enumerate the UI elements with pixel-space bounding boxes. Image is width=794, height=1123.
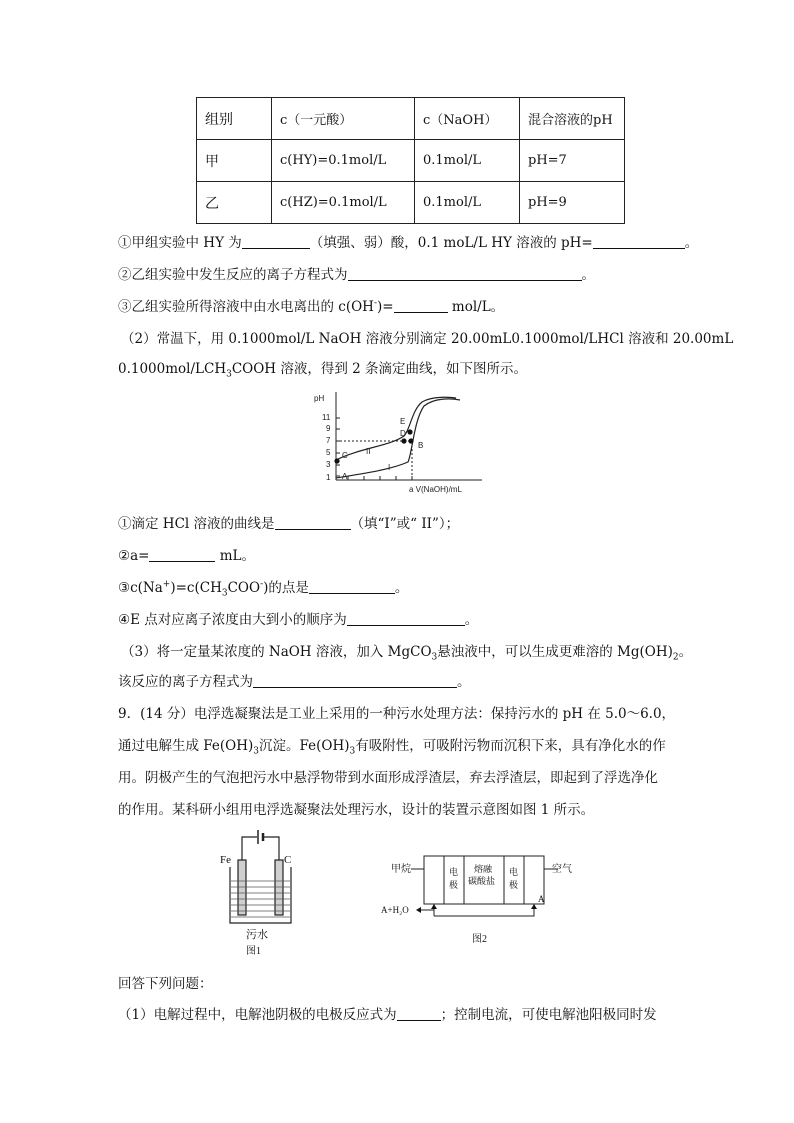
molten-label: 熔融 [474,864,493,874]
answer-intro: 回答下列问题： [118,976,213,992]
q2-line-2 [118,357,527,380]
q9-line-4: 的作用。某科研小组用电浮选凝聚法处理污水，设计的装置示意图如图 1 所示。 [118,802,595,818]
figure-1-caption: 图1 [246,946,261,957]
text: ②乙组实验中发生反应的离子方程式为 [118,267,348,283]
carbonate-label: 碳酸盐 [468,876,496,886]
y-tick: 9 [326,424,331,433]
text: 。 [394,580,409,596]
point-b [408,438,413,443]
q9-line-2 [118,734,666,757]
text: ①甲组实验中 HY 为 [118,235,242,251]
table-cell: 0.1mol/L [415,182,520,224]
q1-line-2 [118,263,595,283]
q2-answer-3 [118,576,408,599]
recycle-line [434,904,534,916]
text: COOH 溶液，得到 2 条滴定曲线，如下图所示。 [231,361,528,377]
curve-label-ii: II [366,447,371,456]
y-tick: 1 [326,473,331,482]
table-cell: 0.1mol/L [415,140,520,182]
q3-line-1 [121,640,692,663]
wire-left [242,837,257,860]
subscript: 3 [221,588,228,599]
text: 0.1000mol/LCH [118,361,227,377]
table-cell: c(HZ)=0.1mol/L [272,182,415,224]
text: 。 [684,235,699,251]
titration-chart [300,388,490,498]
text: ④E 点对应离子浓度由大到小的顺序为 [118,612,347,628]
table-row [197,140,625,182]
q3-line-2 [118,670,471,690]
text: 。 [464,612,479,628]
text: )=c(CH [170,580,222,596]
text: 沉淀。Fe(OH) [259,738,350,754]
text: COO [227,580,261,596]
fe-label: Fe [220,854,231,866]
answer-blank[interactable] [309,579,395,594]
text: 。 [581,267,595,283]
text: （填“I”或“ II”）； [350,516,460,532]
point-c [334,458,339,463]
subscript: 2 [672,652,679,663]
subscript: 3 [253,746,260,757]
c-electrode [275,860,283,915]
text: （1）电解过程中，电解池阴极的电极反应式为 [118,1007,397,1023]
figure-2-caption: 图2 [472,934,487,945]
subscript: 3 [349,746,356,757]
answer-blank[interactable] [242,234,310,249]
answer-blank[interactable] [593,234,685,249]
electrode-label-right: 极 [509,880,519,890]
figure-1-electrolysis [213,825,303,960]
answer-blank[interactable] [253,673,457,688]
q1-line-1 [118,231,698,251]
curve-i [336,399,460,478]
superscript: + [162,579,171,590]
methane-label: 甲烷 [391,864,411,875]
answer-blank[interactable] [397,1006,441,1021]
y-tick: 7 [326,436,331,445]
q2-answer-4 [118,608,478,628]
table-header-row [197,98,625,140]
c-label: C [284,854,292,866]
text: 该反应的离子方程式为 [118,674,253,690]
a-label: A [538,894,545,904]
text: ②a= [118,548,150,564]
table-cell: 乙 [197,182,272,224]
q9-sub-1 [118,1003,657,1023]
curve-ii [336,397,456,460]
q2-line-1: （2）常温下，用 0.1000mol/L NaOH 溶液分别滴定 20.00mL0.1000mol/LHCl 溶液和 20.00mL [121,331,734,347]
text: 通过电解生成 Fe(OH) [118,738,254,754]
x-axis-label: a V(NaOH)/mL [409,485,462,494]
point-label-b: B [418,441,424,450]
table-header-cell: c（NaOH） [415,98,520,140]
answer-blank[interactable] [275,515,351,530]
y-tick: 5 [326,448,331,457]
table-header-cell: 组别 [197,98,272,140]
text: ③c(Na [118,580,163,596]
table-cell: pH=9 [520,182,625,224]
text: mL。 [215,548,256,564]
subscript: 3 [431,652,438,663]
text: 悬浊液中，可以生成更难溶的 Mg(OH) [437,644,673,660]
point-label-a: A [342,472,348,481]
q9-line-1: 9．(14 分）电浮选凝聚法是工业上采用的一种污水处理方法：保持污水的 pH 在 5.0～6.0， [118,706,676,722]
y-axis-label: pH [314,394,325,403]
table-cell: 甲 [197,140,272,182]
answer-blank[interactable] [348,266,582,281]
y-tick: 11 [322,413,331,422]
superscript: - [373,298,378,309]
electrode-label-left: 电 [449,867,459,877]
air-label: 空气 [552,864,572,875]
answer-blank[interactable] [347,611,465,626]
table-header-cell: c（一元酸） [272,98,415,140]
point-label-d: D [400,429,406,438]
table-row [197,182,625,224]
text: 有吸附性，可吸附污物而沉积下来，具有净化水的作 [355,738,666,754]
point-e [407,429,412,434]
point-d [401,438,406,443]
y-tick: 3 [326,460,331,469]
q1-line-3 [118,295,504,315]
table-cell: pH=7 [520,140,625,182]
sewage-label: 污水 [246,929,268,941]
answer-blank[interactable] [394,298,448,313]
subscript: 3 [226,369,232,380]
electrode-label-right: 电 [509,867,519,877]
point-label-c: C [342,451,348,460]
experiment-table [196,97,625,224]
text: ①滴定 HCl 溶液的曲线是 [118,516,275,532]
text: 。 [678,644,693,660]
text: )= [377,299,394,315]
curve-label-i: I [388,463,391,472]
q9-line-3: 用。阴极产生的气泡把污水中悬浮物带到水面形成浮渣层，弃去浮渣层，即起到了浮选净化 [118,770,658,786]
text: ；控制电流，可使电解池阳极同时发 [440,1007,657,1023]
q2-answer-2 [118,544,255,564]
text: mol/L。 [447,299,505,315]
q2-answer-1 [118,512,459,532]
table-cell: c(HY)=0.1mol/L [272,140,415,182]
figure-2-fuel-cell [376,842,581,950]
fe-electrode [238,860,246,915]
text: ③乙组实验所得溶液中由水电离出的 c(OH [118,299,374,315]
text: （填强、弱）酸，0.1 moL/L HY 溶液的 pH= [309,235,593,251]
superscript: - [260,579,264,590]
text: （3）将一定量某浓度的 NaOH 溶液，加入 MgCO [121,644,432,660]
text: )的点是 [263,580,309,596]
electrode-label-left: 极 [449,880,459,890]
table-header-cell: 混合溶液的pH [520,98,625,140]
wire-right [264,837,279,860]
answer-blank[interactable] [149,547,215,562]
point-label-e: E [400,417,406,426]
a-h2o-label: A+H₂O [381,905,409,915]
text: 。 [457,674,471,690]
